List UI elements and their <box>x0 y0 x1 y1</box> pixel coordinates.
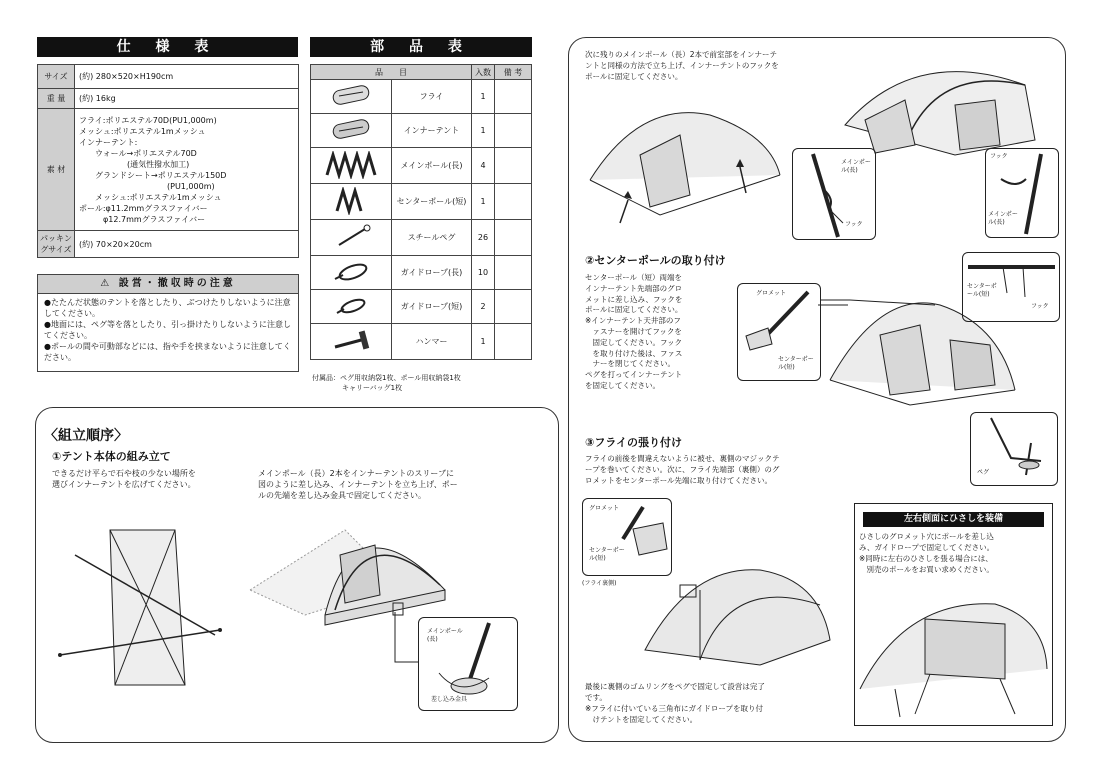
spec-value: (約) 16kg <box>75 89 299 109</box>
spec-row-weight <box>38 89 299 109</box>
text-line: ープを巻いてください。次に、フライ先端部（裏側）のグ <box>585 465 780 474</box>
center-pole-hook-detail <box>962 252 1060 322</box>
parts-name: ガイドロープ(短) <box>392 290 472 324</box>
step2-title: ②センターポールの取り付け <box>585 254 726 267</box>
spec-table <box>37 64 299 258</box>
callout-label: ペグ <box>977 469 990 476</box>
text-line: ァスナーを開けてフックを <box>585 326 682 336</box>
step3-bottom-text <box>585 681 765 725</box>
spec-line: グランドシート→ポリエステル150D <box>79 170 227 180</box>
text-line: インナーテント先端部のグロ <box>585 283 683 293</box>
flat-tent-illustration <box>55 515 235 695</box>
spec-value: (約) 70×20×20cm <box>75 231 299 258</box>
spec-line: (通気性撥水加工) <box>79 159 190 169</box>
parts-note <box>495 220 532 256</box>
parts-row <box>311 220 532 256</box>
parts-qty: 10 <box>472 256 495 290</box>
spec-value-material <box>75 109 299 231</box>
parts-note <box>495 290 532 324</box>
parts-name: スチールペグ <box>392 220 472 256</box>
callout-label: センターポール(短) <box>778 356 814 371</box>
caution-item: ●ポールの間や可動部などには、指や手を挟まないように注意してください。 <box>44 342 291 362</box>
callout-label: グロメット <box>756 290 787 297</box>
text-line: 次に残りのメインポール（長）2本で前室部をインナーテ <box>585 50 777 59</box>
text-line: できるだけ平らで石や枝の少ない場所を <box>52 469 196 478</box>
spec-line: メッシュ:ポリエステル1mメッシュ <box>79 192 222 202</box>
parts-qty: 2 <box>472 290 495 324</box>
text-line: けテントを固定してください。 <box>585 715 698 724</box>
parts-note <box>495 324 532 360</box>
text-line: ひさしのグロメット穴にポールを差し込 <box>859 532 994 541</box>
side-awning-box <box>854 503 1053 726</box>
text-line: ントと同様の方法で立ち上げ、インナーテントのフックを <box>585 61 779 70</box>
parts-name: メインポール(長) <box>392 148 472 184</box>
parts-header: 備 考 <box>495 65 532 80</box>
step1-title: ①テント本体の組み立て <box>52 450 171 463</box>
parts-qty: 1 <box>472 114 495 148</box>
callout-label: メインポール(長) <box>427 628 463 643</box>
text-line: み、ガイドロープで固定してください。 <box>859 543 995 552</box>
peg-detail <box>970 412 1058 486</box>
parts-qty: 1 <box>472 324 495 360</box>
awning-tent-illustration <box>855 589 1050 719</box>
parts-row <box>311 148 532 184</box>
parts-qty: 1 <box>472 80 495 114</box>
spec-label: 素 材 <box>38 109 75 231</box>
spec-row-packing <box>38 231 299 258</box>
text-line: ナーを閉じてください。 <box>585 359 675 369</box>
folded-inner-tent-icon <box>311 114 392 148</box>
parts-note <box>495 80 532 114</box>
step2-text <box>585 273 682 392</box>
text-line: センターポール（短）両端を <box>585 273 683 282</box>
parts-note <box>495 114 532 148</box>
spec-row-size <box>38 65 299 89</box>
step3-text <box>585 453 780 486</box>
callout-label: フック <box>845 221 863 228</box>
spec-line: インナーテント: <box>79 137 138 147</box>
fly-tent-illustration <box>640 555 840 675</box>
callout-label: フック <box>990 153 1008 160</box>
parts-row <box>311 290 532 324</box>
grommet-detail <box>737 283 821 381</box>
parts-note <box>495 184 532 220</box>
spec-label: パッキングサイズ <box>38 231 75 258</box>
parts-name: ハンマー <box>392 324 472 360</box>
parts-header-row <box>311 65 532 80</box>
step1-text-left <box>52 468 196 490</box>
parts-name: インナーテント <box>392 114 472 148</box>
text-line: ポールに固定してください。 <box>585 305 683 315</box>
text-line: ペグを打ってインナーテント <box>585 370 683 380</box>
parts-qty: 26 <box>472 220 495 256</box>
folded-fly-icon <box>311 80 392 114</box>
step1-text-right <box>258 468 458 501</box>
center-pole-icon <box>311 184 392 220</box>
callout-label: (フライ裏側) <box>582 580 617 587</box>
caution-box <box>37 274 299 372</box>
spec-title: 仕 様 表 <box>37 37 298 57</box>
side-box-text <box>855 531 1052 575</box>
peg-icon <box>311 220 392 256</box>
spec-line: ウォール→ポリエステル70D <box>79 148 197 158</box>
text-line: 別売のポールをお買い求めください。 <box>859 565 994 574</box>
text-line: メインポール（長）2本をインナーテントのスリーブに <box>258 469 454 478</box>
parts-note-line: 付属品：ペグ用収納袋1枚、ポール用収納袋1枚 <box>312 374 461 382</box>
text-line: ※同時に左右のひさしを張る場合には、 <box>859 554 993 563</box>
parts-note-line: キャリーバッグ1枚 <box>342 384 403 392</box>
callout-connector <box>818 295 848 315</box>
spec-line: φ12.7mmグラスファイバー <box>79 214 206 224</box>
text-line: です。 <box>585 693 607 702</box>
caution-title: ⚠ 設営・撤収時の注意 <box>38 275 298 294</box>
hook-detail-right <box>985 148 1059 238</box>
parts-name: センターポール(短) <box>392 184 472 220</box>
spec-line: (PU1,000m) <box>79 181 215 191</box>
rope-short-icon <box>311 290 392 324</box>
parts-title: 部 品 表 <box>310 37 532 57</box>
spec-line: ポール:φ11.2mmグラスファイバー <box>79 203 208 213</box>
vestibule-tent-illustration <box>835 45 1045 165</box>
text-line: ロメットをセンターポール先端に取り付けてください。 <box>585 476 773 485</box>
step1b-text <box>585 49 779 82</box>
insert-fitting-detail <box>418 617 518 711</box>
spec-row-material <box>38 109 299 231</box>
callout-label: センターポール(短) <box>967 283 997 298</box>
callout-label: メインポール(長) <box>841 159 871 174</box>
text-line: 選びインナーテントを広げてください。 <box>52 480 196 489</box>
parts-row <box>311 114 532 148</box>
parts-note <box>495 256 532 290</box>
main-pole-icon <box>311 148 392 184</box>
text-line: ※フライに付いている三角布にガイドロープを取り付 <box>585 704 763 713</box>
text-line: ポールに固定してください。 <box>585 72 683 81</box>
rope-long-icon <box>311 256 392 290</box>
text-line: を取り付けた後は、ファス <box>585 348 683 358</box>
step3-title: ③フライの張り付け <box>585 436 682 449</box>
parts-name: ガイドロープ(長) <box>392 256 472 290</box>
spec-line: メッシュ:ポリエステル1mメッシュ <box>79 126 206 136</box>
callout-label: グロメット <box>589 505 620 512</box>
spec-label: 重 量 <box>38 89 75 109</box>
text-line: 図のように差し込み、インナーテントを立ち上げ、ポー <box>258 480 458 489</box>
caution-item: ●たたんだ状態のテントを落としたり、ぶつけたりしないように注意してください。 <box>44 298 291 318</box>
caution-item: ●地面には、ペグ等を落としたり、引っ掛けたりしないように注意してください。 <box>44 320 291 340</box>
parts-header: 入数 <box>472 65 495 80</box>
callout-label: メインポール(長) <box>988 211 1018 226</box>
callout-connector <box>390 612 420 672</box>
parts-note-text <box>312 373 534 393</box>
parts-row <box>311 184 532 220</box>
parts-table <box>310 64 532 360</box>
side-box-title: 左右側面にひさしを装備 <box>863 512 1044 527</box>
text-line: フライの前後を間違えないように被せ、裏側のマジックテ <box>585 454 780 463</box>
parts-qty: 1 <box>472 184 495 220</box>
text-line: を固定してください。 <box>585 380 660 390</box>
callout-label: 差し込み金具 <box>431 696 468 703</box>
spec-line: フライ:ポリエステル70D(PU1,000m) <box>79 115 217 125</box>
spec-label: サイズ <box>38 65 75 89</box>
assembly-title: 〈組立順序〉 <box>44 428 128 444</box>
parts-header: 品 目 <box>311 65 472 80</box>
parts-row <box>311 80 532 114</box>
callout-label: フック <box>1031 303 1049 310</box>
text-line: 固定してください。フック <box>585 337 682 347</box>
spec-value: (約) 280×520×H190cm <box>75 65 299 89</box>
text-line: メットに差し込み、フックを <box>585 294 683 304</box>
parts-note <box>495 148 532 184</box>
parts-qty: 4 <box>472 148 495 184</box>
text-line: 最後に裏側のゴムリングをペグで固定して設営は完了 <box>585 682 765 691</box>
parts-row <box>311 256 532 290</box>
hook-detail-left <box>792 148 876 240</box>
parts-row <box>311 324 532 360</box>
text-line: ※インナーテント天井部のフ <box>585 316 681 326</box>
hammer-icon <box>311 324 392 360</box>
parts-name: フライ <box>392 80 472 114</box>
callout-label: センターポール(短) <box>589 547 625 562</box>
vestibule-raise-illustration <box>580 95 790 235</box>
text-line: ルの先端を差し込み金具で固定してください。 <box>258 491 426 500</box>
